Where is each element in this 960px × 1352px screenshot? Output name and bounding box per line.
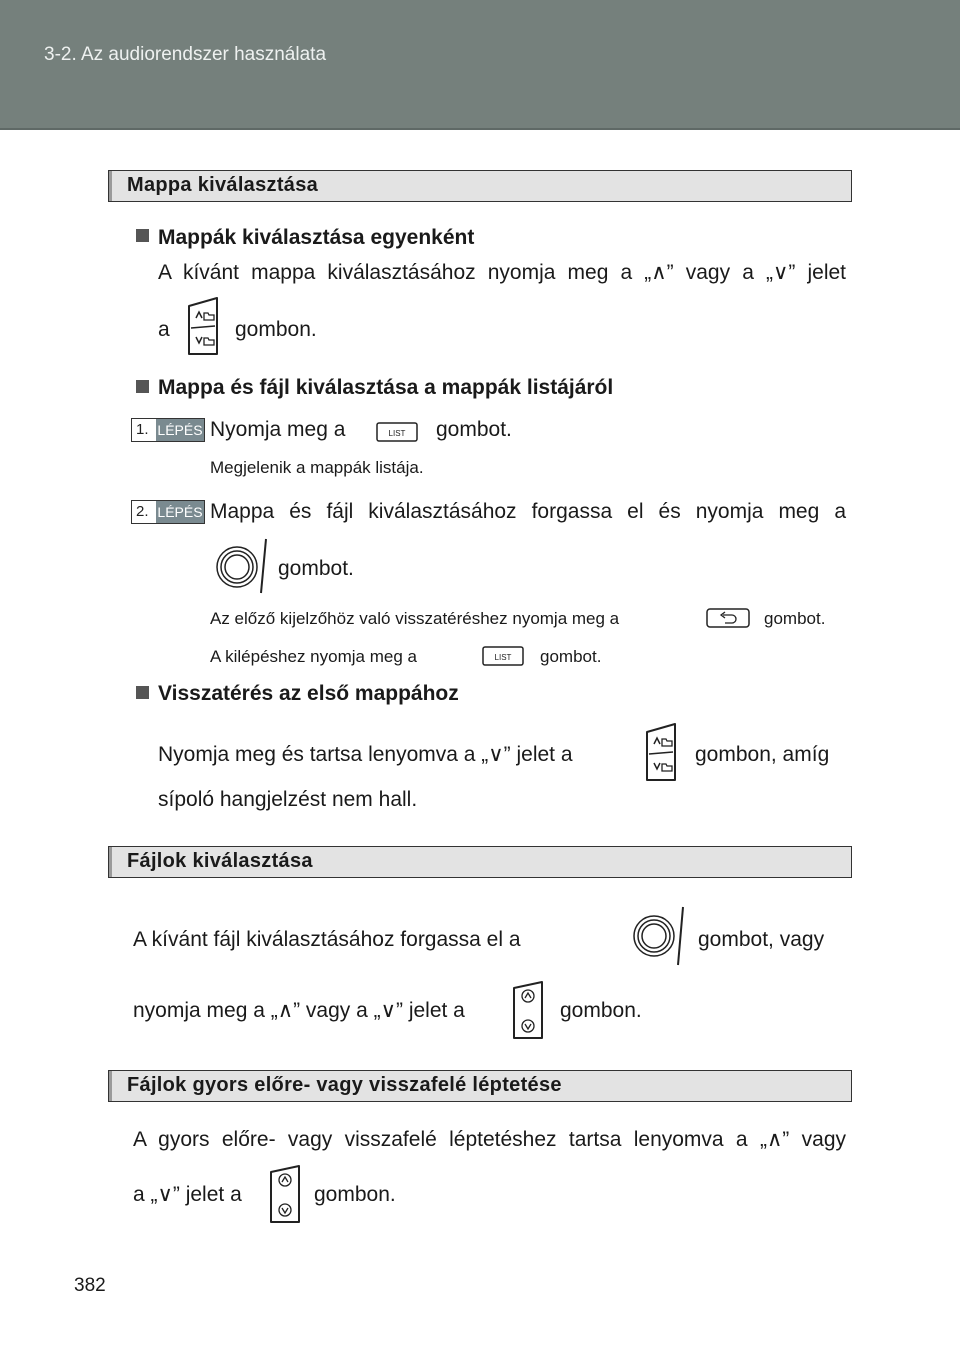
gyors-text-line2-post: gombon. xyxy=(314,1183,396,1206)
folder-up-down-button-icon xyxy=(183,296,223,358)
chapter-title: 3-2. Az audiorendszer használata xyxy=(44,44,327,65)
item-heading-folder-list: Mappa és fájl kiválasztása a mappák listájáról xyxy=(158,376,614,399)
section-title-gyors: Fájlok gyors előre- vagy visszafelé léptetése xyxy=(108,1070,852,1102)
seek-track-button-icon xyxy=(265,1164,305,1224)
step2-text-line1: Mappa és fájl kiválasztásához forgassa el és nyomja meg a xyxy=(210,500,846,523)
step1-text-pre: Nyomja meg a xyxy=(210,418,346,441)
fajlok-text-line2-post: gombon. xyxy=(560,999,642,1022)
step2-note1-post: gombot. xyxy=(764,609,826,628)
item-heading-folder-one-by-one: Mappák kiválasztása egyenként xyxy=(158,226,475,249)
step-badge-1: 1. LÉPÉS xyxy=(131,418,205,442)
item-heading-first-folder: Visszatérés az első mappához xyxy=(158,682,459,705)
fajlok-text-line2-pre: nyomja meg a „∧” vagy a „∨” jelet a xyxy=(133,999,465,1022)
step-badge-2: 2. LÉPÉS xyxy=(131,500,205,524)
bullet-square-icon xyxy=(136,229,149,242)
bullet-square-icon xyxy=(136,380,149,393)
step2-note2-pre: A kilépéshez nyomja meg a xyxy=(210,647,417,666)
item3-text-line2: sípoló hangjelzést nem hall. xyxy=(158,788,418,811)
item3-text-post: gombon, amíg xyxy=(695,743,830,766)
item-text-pre: a xyxy=(158,318,170,341)
svg-text:LIST: LIST xyxy=(388,429,406,438)
folder-up-down-button-icon xyxy=(641,722,681,784)
fajlok-text-post: gombot, vagy xyxy=(698,928,825,951)
svg-text:LIST: LIST xyxy=(494,653,512,662)
page-number: 382 xyxy=(74,1275,106,1296)
step1-text-post: gombot. xyxy=(436,418,512,441)
bullet-square-icon xyxy=(136,686,149,699)
gyors-text-line2-pre: a „∨” jelet a xyxy=(133,1183,242,1206)
item3-text-pre: Nyomja meg és tartsa lenyomva a „∨” jelet a xyxy=(158,743,573,766)
step2-note1-pre: Az előző kijelzőhöz való visszatéréshez nyomja meg a xyxy=(210,609,620,628)
list-button-icon xyxy=(482,646,524,666)
step2-note2-post: gombot. xyxy=(540,647,602,666)
step2-text-line2: gombot. xyxy=(278,557,354,580)
tune-select-knob-icon xyxy=(630,905,688,967)
section-title-fajlok: Fájlok kiválasztása xyxy=(108,846,852,878)
back-button-icon xyxy=(706,608,750,628)
list-button-icon xyxy=(376,422,418,442)
item-text-post: gombon. xyxy=(235,318,317,341)
fajlok-text-pre: A kívánt fájl kiválasztásához forgassa el a xyxy=(133,928,521,951)
tune-select-knob-icon xyxy=(213,537,271,595)
step1-note: Megjelenik a mappák listája. xyxy=(210,458,424,477)
gyors-text-line1: A gyors előre- vagy visszafelé léptetéshez tartsa lenyomva a „∧” vagy xyxy=(133,1128,846,1151)
item-text-line: A kívánt mappa kiválasztásához nyomja meg a „∧” vagy a „∨” jelet xyxy=(158,261,846,284)
seek-track-button-icon xyxy=(508,980,548,1040)
section-title-mappa: Mappa kiválasztása xyxy=(108,170,852,202)
page-header xyxy=(0,0,960,130)
